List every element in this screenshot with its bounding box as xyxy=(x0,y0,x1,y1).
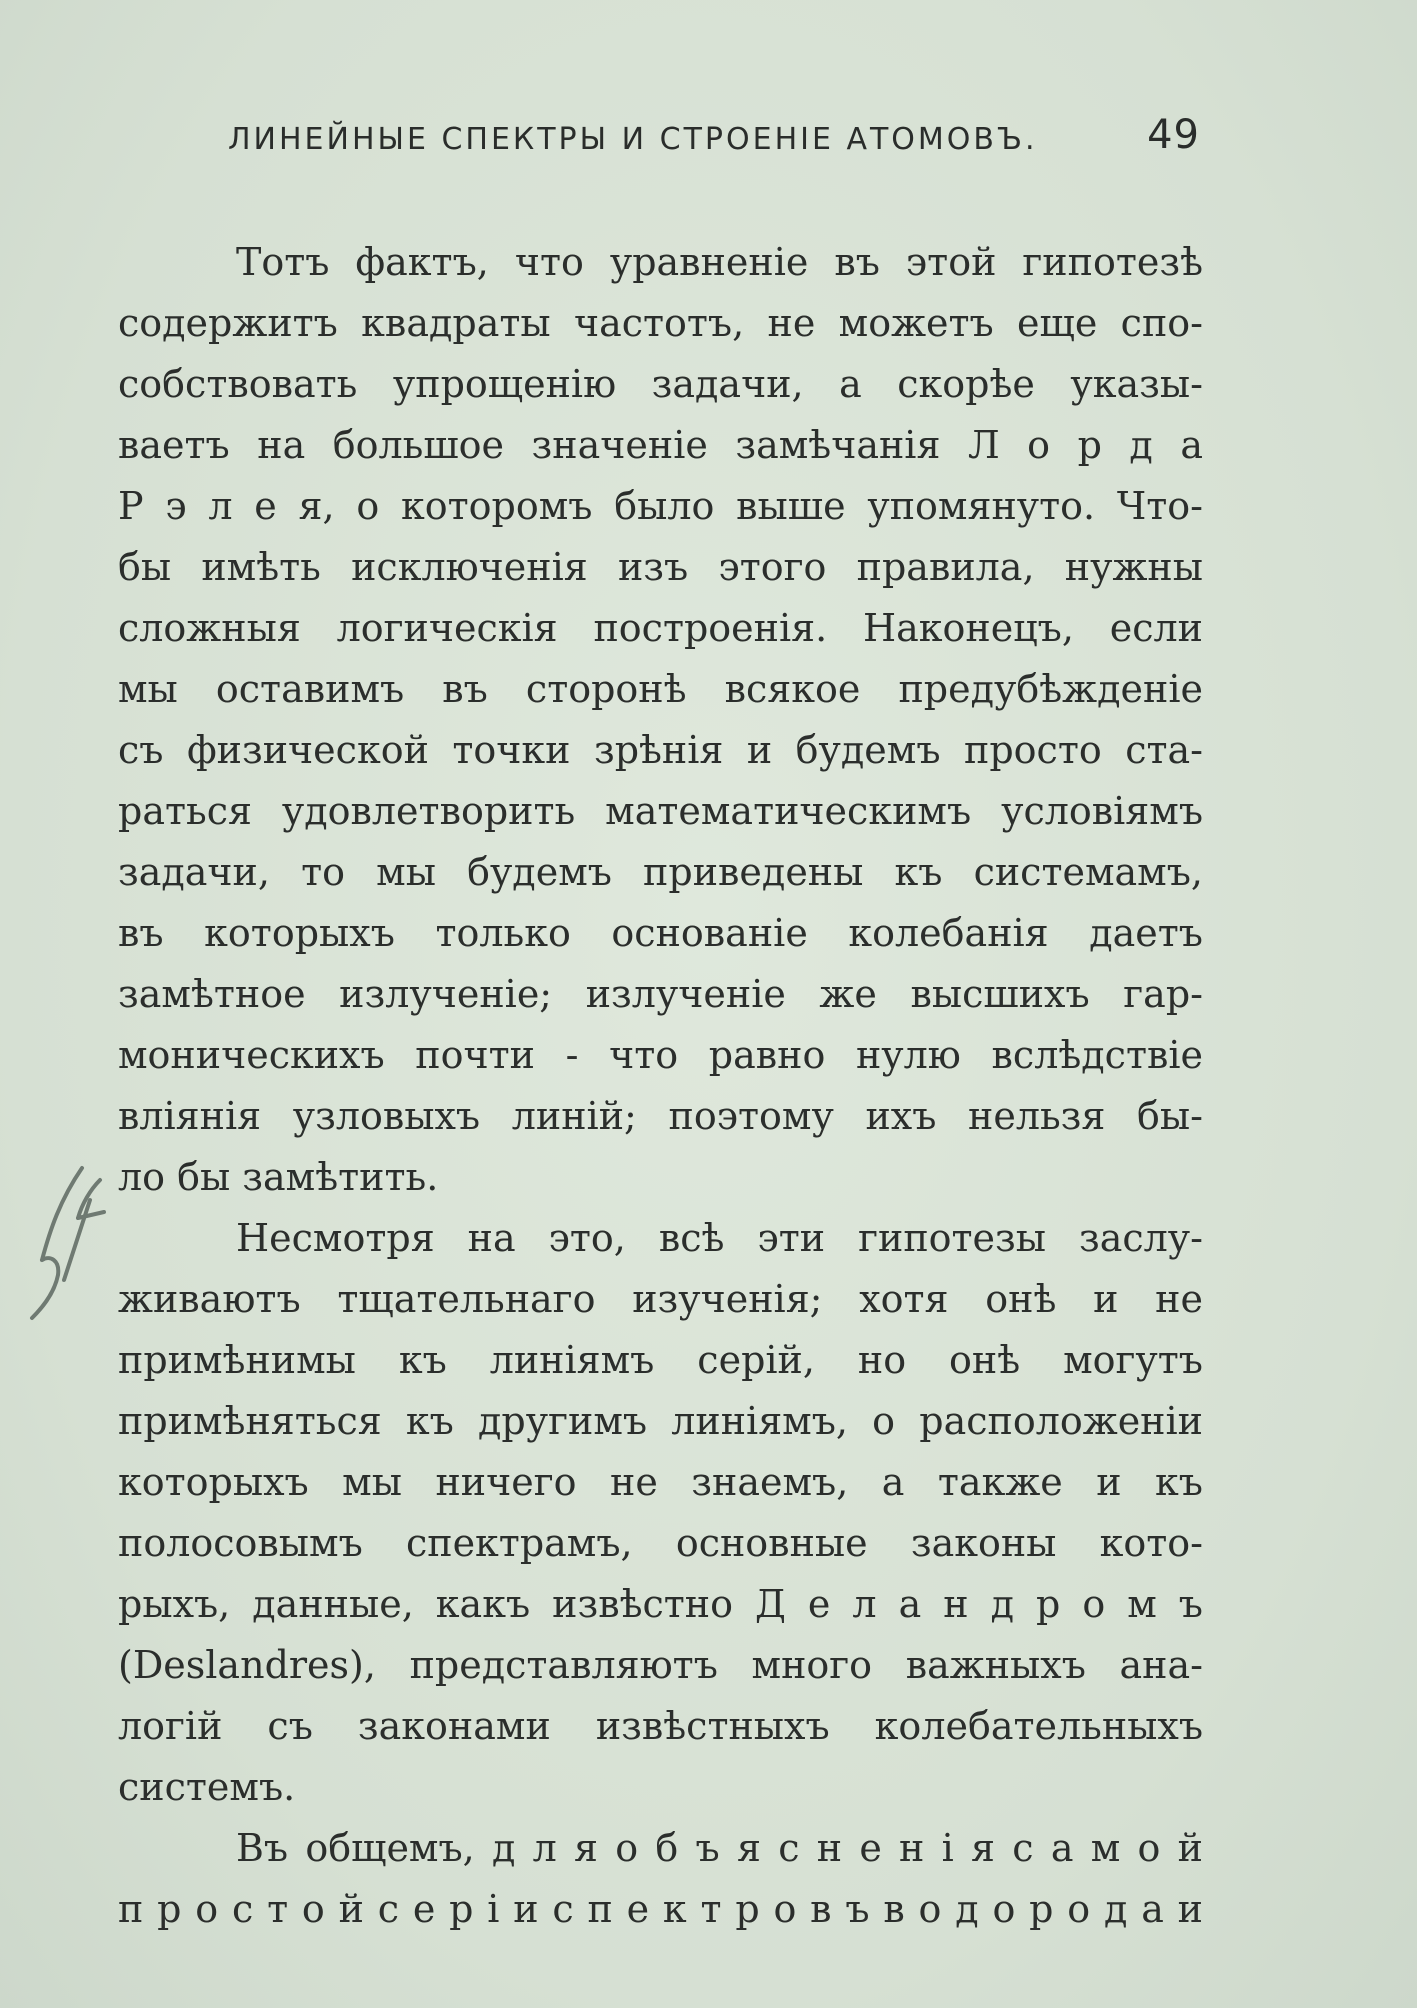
text-line: содержитъ квадраты частотъ, не можетъ еще спо- xyxy=(118,301,1203,345)
text-line: ваетъ на большое значеніе замѣчанія Л о р д а xyxy=(118,423,1203,467)
text-line: живаютъ тщательнаго изученія; хотя онѣ и не xyxy=(118,1277,1203,1321)
text-line: моническихъ почти - что равно нулю вслѣдствіе xyxy=(118,1033,1203,1077)
text-line: логій съ законами извѣстныхъ колебательныхъ xyxy=(118,1704,1203,1748)
text-line: сложныя логическія построенія. Наконецъ, если xyxy=(118,606,1203,650)
text-line: которыхъ мы ничего не знаемъ, а также и къ xyxy=(118,1460,1203,1504)
text-line: примѣнимы къ линіямъ серій, но онѣ могутъ xyxy=(118,1338,1203,1382)
text-line: полосовымъ спектрамъ, основные законы кото- xyxy=(118,1521,1203,1565)
text-line: (Deslandres), представляютъ много важныхъ ана- xyxy=(118,1643,1203,1687)
text-line: въ которыхъ только основаніе колебанія даетъ xyxy=(118,911,1203,955)
text-line: п р о с т о й с е р і и с п е к т р о в ъ в о д о р о д а и xyxy=(118,1887,1203,1931)
text-line: Тотъ фактъ, что уравненіе въ этой гипотезѣ xyxy=(236,240,1203,284)
running-title: ЛИНЕЙНЫЕ СПЕКТРЫ И СТРОЕНІЕ АТОМОВЪ. xyxy=(228,122,1038,157)
text-line: задачи, то мы будемъ приведены къ системамъ, xyxy=(118,850,1203,894)
running-header xyxy=(228,112,1200,162)
text-line: Въ общемъ, д л я о б ъ я с н е н і я с а м о й xyxy=(236,1826,1203,1870)
text-line: Р э л е я, о которомъ было выше упомянуто. Что- xyxy=(118,484,1203,528)
text-line: ло бы замѣтить. xyxy=(118,1155,439,1199)
text-line: раться удовлетворить математическимъ условіямъ xyxy=(118,789,1203,833)
text-line: вліянія узловыхъ линій; поэтому ихъ нельзя бы- xyxy=(118,1094,1203,1138)
body-text xyxy=(118,232,1203,1940)
text-line: мы оставимъ въ сторонѣ всякое предубѣжденіе xyxy=(118,667,1203,711)
page-number: 49 xyxy=(1147,112,1200,158)
text-line: примѣняться къ другимъ линіямъ, о расположеніи xyxy=(118,1399,1203,1443)
text-line: рыхъ, данные, какъ извѣстно Д е л а н д р о м ъ xyxy=(118,1582,1203,1626)
text-line: бы имѣть исключенія изъ этого правила, нужны xyxy=(118,545,1203,589)
text-line: замѣтное излученіе; излученіе же высшихъ гар- xyxy=(118,972,1203,1016)
text-line: съ физической точки зрѣнія и будемъ просто ста- xyxy=(118,728,1203,772)
text-line: системъ. xyxy=(118,1765,296,1809)
pencil-annotation-icon xyxy=(20,1160,110,1330)
text-line: собствовать упрощенію задачи, а скорѣе указы- xyxy=(118,362,1203,406)
text-line: Несмотря на это, всѣ эти гипотезы заслу- xyxy=(236,1216,1203,1260)
